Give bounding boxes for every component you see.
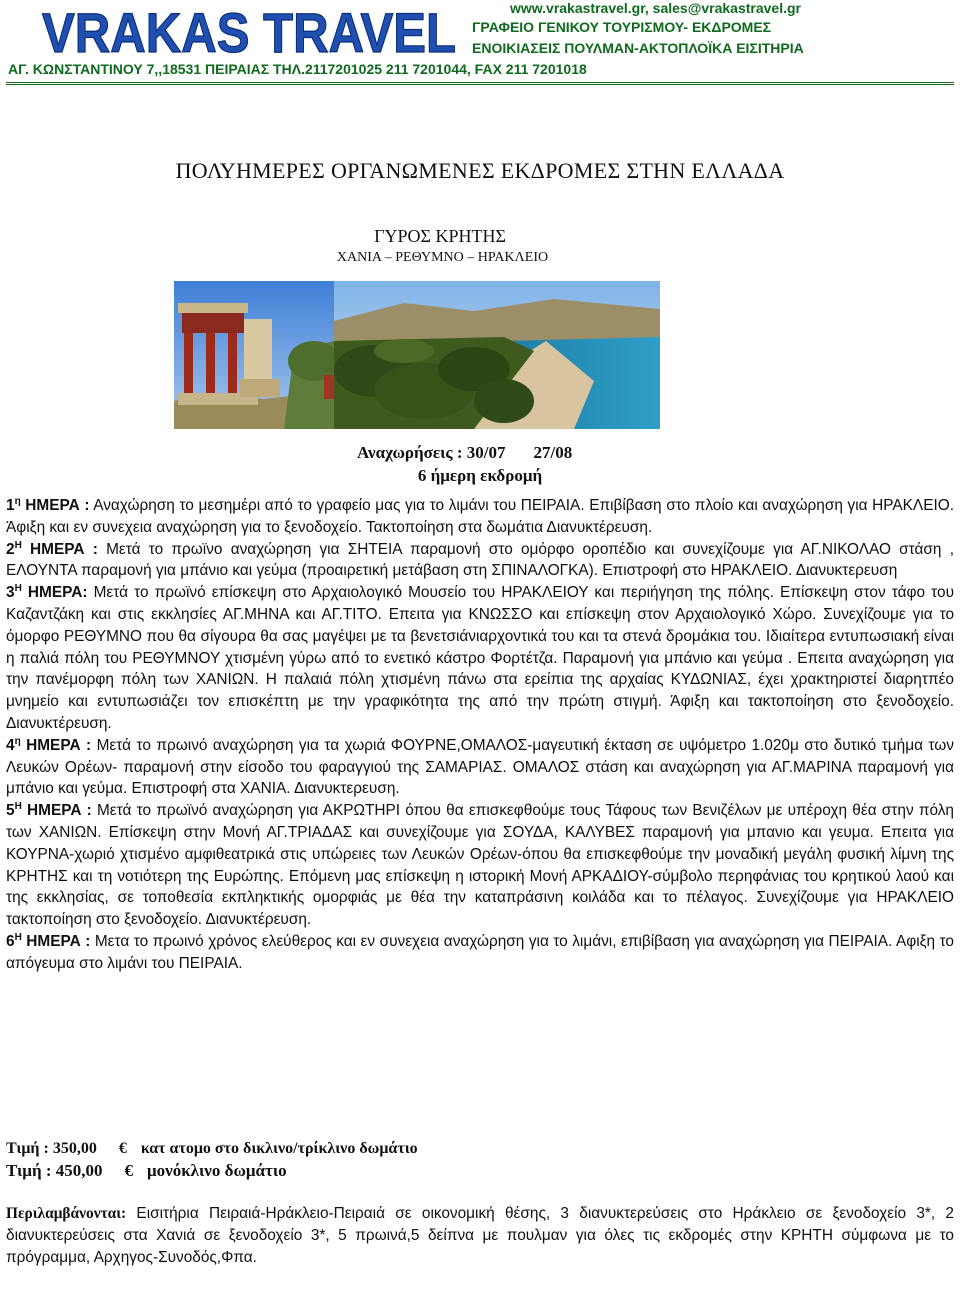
includes-section: [6, 1203, 954, 1268]
tour-duration: 6 ήμερη εκδρομή: [417, 466, 543, 485]
price-amount: 350,00: [52, 1140, 97, 1157]
euro-icon: €: [118, 1140, 127, 1157]
itinerary-day: [6, 582, 954, 735]
itinerary: [6, 495, 954, 975]
day-description: Αναχώρηση το μεσημέρι από το γραφείο μας για το λιμάνι του ΠΕΙΡΑΙΑ. Επιβίβαση στο πλοίο και αναχώρηση για ΗΡΑΚΛΕΙΟ. Άφιξη και εν συνεχεια αναχώρηση για το ξενοδοχείο. Τακτοποίηση στα δωμάτια Διανυκτέρευση.: [6, 497, 954, 536]
includes-label: Περιλαμβάνονται:: [6, 1205, 127, 1222]
price-double-room: [6, 1140, 418, 1158]
price-label: Τιμή :: [6, 1161, 52, 1180]
day-heading: $5^H$ ΗΜΕΡΑ :: [6, 801, 92, 820]
tour-photo: [174, 281, 660, 429]
header-divider: [6, 82, 954, 89]
day-description: Μετά το πρωϊνό επίσκεψη στο Αρχαιολογικό Μουσείο του ΗΡΑΚΛΕΙΟΥ και περιήγηση της πόλης. Επίσκεψη στον τάφο του Καζαντζάκη και στις εκκλησίες ΑΓ.ΜΗΝΑ και ΑΓ.ΤΙΤΟ. Επειτα για ΚΝΩΣΣΟ και επίσκεψη στον Αρχαιολογικό Χώρο. Συνεχίζουμε για το όμορφο ΡΕΘΥΜΝΟ που θα σίγουρα θα σας μαγέψει με τα βενετσιάνιαρχοντικά του και τα στενά δρομάκια του. Ιδιαίτερα εντυπωσιακή είναι η παλιά πόλη του ΡΕΘΥΜΝΟΥ χτισμένη γύρω από το ενετικό κάστρο Φορτέτζα. Παραμονή για μπάνιο και γεύμα . Επειτα αναχώρηση για την πανέμορφη πόλη των ΧΑΝΙΩΝ. Η παλαιά πόλη χτισμένη πάνω στα ερείπια της αρχαίας ΚΥΔΩΝΙΑΣ, έχει χρακτηριστεί διαρητπέο μνημείο και εντυπωσιάζει τον επισκέπτη με την γραφικότητα της από την πρώτη στιγμή. Άφιξη και τακτοποίηση στο ξενοδοχείο. Διανυκτέρευση.: [6, 584, 954, 732]
header-services-line2: ΕΝΟΙΚΙΑΣΕΙΣ ΠΟΥΛΜΑΝ-ΑΚΤΟΠΛΟΪΚΑ ΕΙΣΙΤΗΡΙΑ: [472, 40, 804, 56]
day-heading: $3^H$ ΗΜΕΡΑ:: [6, 583, 88, 602]
logo-text: VRAKAS TRAVEL: [42, 1, 456, 64]
price-amount: 450,00: [55, 1161, 103, 1180]
day-heading: $6^H$ ΗΜΕΡΑ :: [6, 931, 91, 950]
price-description: κατ ατομο στο δικλινο/τρίκλινο δωμάτιο: [140, 1140, 418, 1157]
page-title: ΠΟΛΥΗΜΕΡΕΣ ΟΡΓΑΝΩΜΕΝΕΣ ΕΚΔΡΟΜΕΣ ΣΤΗΝ ΕΛΛΑΔΑ: [175, 158, 785, 183]
euro-icon: €: [124, 1161, 134, 1180]
itinerary-day: [6, 539, 954, 583]
day-description: Μετά το πρωινό αναχώρηση για τα χωριά ΦΟΥΡΝΕ,ΟΜΑΛΟΣ-μαγευτική έκταση σε υψόμετρο 1.020μ στο δυτικό τμήμα των Λευκών Ορέων- παραμονή στην είσοδο του φαραγγιού της ΣΑΜΑΡΙΑΣ. ΟΜΑΛΟΣ στάση και αναχώρηση για ΑΓ.ΜΑΡΙΝΑ παραμονή για μπάνιο και γεύμα. Επιστροφή στα ΧΑΝΙΑ. Διανυκτερευση.: [6, 736, 954, 798]
itinerary-day: [6, 931, 954, 975]
day-description: Μετα το πρωινό χρόνος ελεύθερος και εν συνεχεια αναχώρηση για το λιμάνι, επιβίβαση για αναχώρηση για ΠΕΙΡΑΙΑ. Αφιξη το απόγευμα στο λιμάνι του ΠΕΙΡΑΙΑ.: [6, 932, 954, 972]
departure-date-2: 27/08: [533, 443, 573, 462]
tour-route: ΧΑΝΙΑ – ΡΕΘΥΜΝΟ – ΗΡΑΚΛΕΙΟ: [336, 250, 549, 265]
day-heading: $4^\eta$ ΗΜΕΡΑ :: [6, 735, 92, 754]
header-address: ΑΓ. ΚΩΝΣΤΑΝΤΙΝΟΥ 7,,18531 ΠΕΙΡΑΙΑΣ ΤΗΛ.2117201025 211 7201044, FAX 211 7201018: [8, 61, 587, 77]
day-description: Μετά το πρωϊνό αναχώρηση για ΑΚΡΩΤΗΡΙ όπου θα επισκεφθούμε τους Τάφους των Βενιζέλων με υπέροχη θέα στην πόλη των ΧΑΝΙΩΝ. Επίσκεψη στην Μονή ΑΓ.ΤΡΙΑΔΑΣ και συνεχίζουμε για ΣΟΥΔΑ, ΚΑΛΥΒΕΣ παραμονή για μπανιο και γευμα. Επειτα για ΚΟΥΡΝΑ-χωριό χτισμένο αμφιθεατρικά στις υπώρειες των Λευκών Ορέων-όπου θα επισκεφθούμε την μοναδική μεγάλη φυσική λίμνη της ΚΡΗΤΗΣ και τη νοτιότερη της Ευρώπης. Επόμενη μας επίσκεψη η ιστορική Μονή ΑΡΚΑΔΙΟΥ-σύμβολο περηφάνιας του κρητικού λαού και της εκκλησίας, σε τοποθεσία εκπληκτικής ομορφιάς με θέα την καταπράσινη κοιλάδα και το πέλαγος. Συνεχίζουμε για ΗΡΑΚΛΕΙΟ τακτοποίηση στο ξενοδοχείο. Διανυκτέρευση.: [6, 802, 954, 929]
price-description: μονόκλινο δωμάτιο: [147, 1161, 287, 1180]
includes-text: Εισιτήρια Πειραιά-Ηράκλειο-Πειραιά σε οικονομική θέσης, 3 διανυκτερεύσεις στο Ηράκλειο σε ξενοδοχείο 3*, 2 διανυκτερεύσεις στα Χανιά σε ξενοδοχείο 3*, 5 πρωινά,5 δείπνα με πουλμαν για όλες τις εκδρομές στην ΚΡΗΤΗ σύμφωνα με το πρόγραμμα, Αρχηγος-Συνοδός,Φπα.: [6, 1205, 954, 1266]
company-logo: [40, 2, 460, 62]
price-label: Τιμή :: [6, 1140, 49, 1157]
departure-dates: [357, 443, 572, 463]
header-services-line1: ΓΡΑΦΕΙΟ ΓΕΝΙΚΟΥ ΤΟΥΡΙΣΜΟΥ- ΕΚΔΡΟΜΕΣ: [472, 19, 772, 35]
day-description: Μετά το πρωϊνο αναχώρηση για ΣΗΤΕΙΑ παραμονή στο ομόρφο οροπέδιο και συνεχίζουμε για ΑΓ.ΝΙΚΟΛΑΟ στάση , ΕΛΟΥΝΤΑ παραμονή για μπάνιο και γεύμα (προαιρετική μετάβαση στη ΣΠΙΝΑΛΟΓΚΑ). Επιστροφή στο ΗΡΑΚΛΕΙΟ. Διανυκτερευση: [6, 540, 954, 580]
itinerary-day: [6, 735, 954, 800]
price-single-room: [6, 1161, 287, 1181]
departure-date-1: Αναχωρήσεις : 30/07: [357, 443, 506, 462]
tour-name: ΓΥΡΟΣ ΚΡΗΤΗΣ: [374, 226, 506, 246]
header-web-email[interactable]: www.vrakastravel.gr, sales@vrakastravel.gr: [510, 0, 801, 16]
itinerary-day: [6, 800, 954, 931]
itinerary-day: [6, 495, 954, 539]
day-heading: $2^H$ ΗΜΕΡΑ :: [6, 539, 98, 558]
day-heading: $1^\eta$ ΗΜΕΡΑ :: [6, 495, 90, 514]
